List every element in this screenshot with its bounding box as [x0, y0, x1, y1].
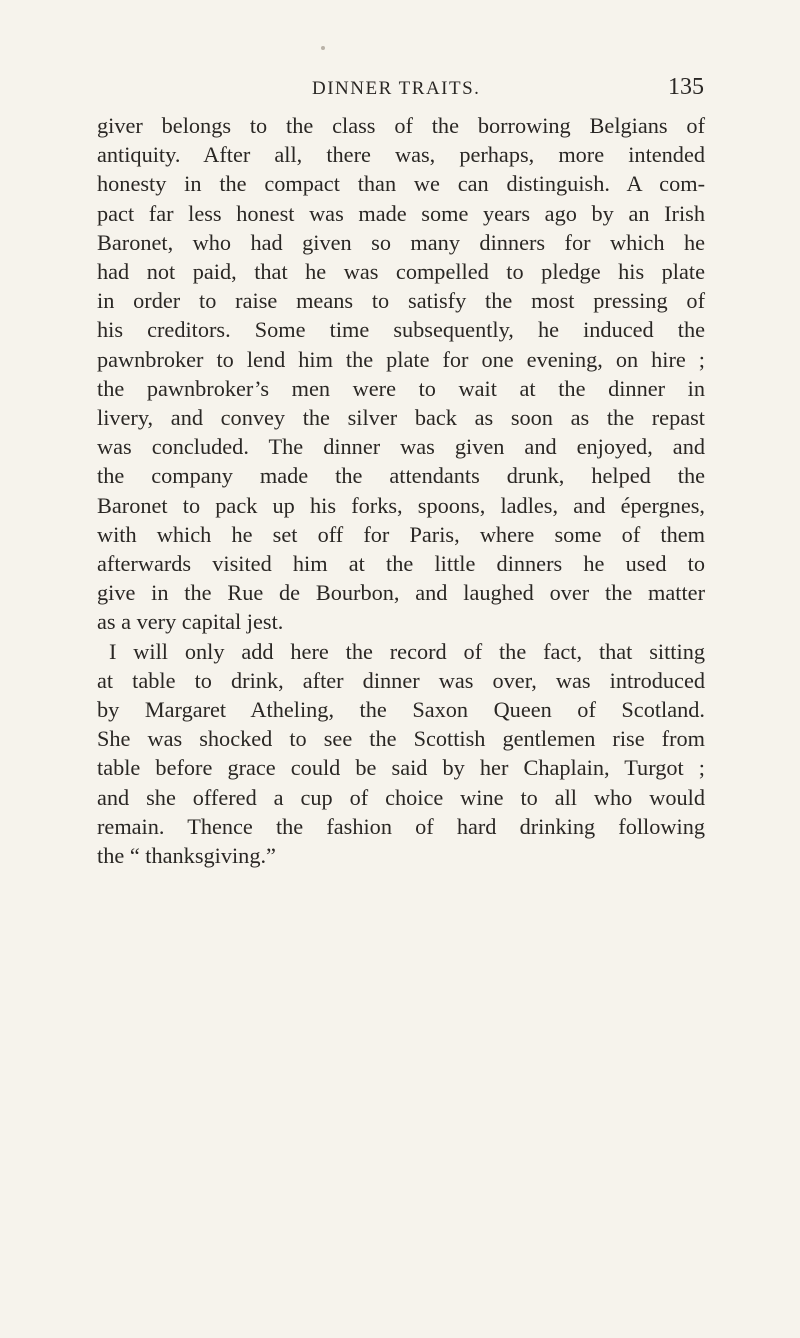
paper-fleck: [321, 46, 325, 50]
text-line: the pawnbroker’s men were to wait at the dinner in: [97, 375, 705, 401]
paragraph-1: [97, 111, 705, 637]
text-line: and she offered a cup of choice wine to all who would: [97, 784, 705, 810]
text-line: livery, and convey the silver back as soon as the repast: [97, 405, 705, 431]
text-line: Baronet, who had given so many dinners for which he: [97, 229, 705, 255]
page-number: 135: [668, 74, 704, 100]
text-line: table before grace could be said by her Chaplain, Turgot ;: [97, 755, 705, 781]
text-line: I will only add here the record of the fact, that sitting: [109, 638, 705, 664]
text-line: in order to raise means to satisfy the most pressing of: [97, 288, 705, 314]
text-line: pact far less honest was made some years ago by an Irish: [97, 200, 705, 226]
text-line: with which he set off for Paris, where some of them: [97, 521, 705, 547]
text-line: by Margaret Atheling, the Saxon Queen of Scotland.: [97, 697, 705, 723]
text-line: the “ thanksgiving.”: [97, 843, 276, 869]
text-line: giver belongs to the class of the borrowing Belgians of: [97, 113, 705, 138]
text-line: afterwards visited him at the little dinners he used to: [97, 551, 705, 577]
text-line: had not paid, that he was compelled to pledge his plate: [97, 259, 705, 285]
text-line: She was shocked to see the Scottish gentlemen rise from: [97, 726, 705, 752]
text-line: the company made the attendants drunk, helped the: [97, 463, 705, 489]
page-header: [0, 74, 800, 108]
text-line: remain. Thence the fashion of hard drinking following: [97, 813, 705, 839]
running-head: DINNER TRAITS.: [312, 78, 481, 99]
body-text: [97, 111, 705, 870]
paragraph-2: [97, 637, 705, 871]
text-line: give in the Rue de Bourbon, and laughed over the matter: [97, 580, 705, 606]
text-line: as a very capital jest.: [97, 609, 284, 635]
text-line: honesty in the compact than we can distinguish. A com-: [97, 171, 705, 197]
text-line: pawnbroker to lend him the plate for one evening, on hire ;: [97, 346, 705, 372]
text-line: Baronet to pack up his forks, spoons, ladles, and épergnes,: [97, 492, 705, 518]
text-line: was concluded. The dinner was given and enjoyed, and: [97, 434, 705, 460]
text-line: his creditors. Some time subsequently, he induced the: [97, 317, 705, 343]
text-line: antiquity. After all, there was, perhaps, more intended: [97, 142, 705, 168]
text-line: at table to drink, after dinner was over, was introduced: [97, 667, 705, 693]
